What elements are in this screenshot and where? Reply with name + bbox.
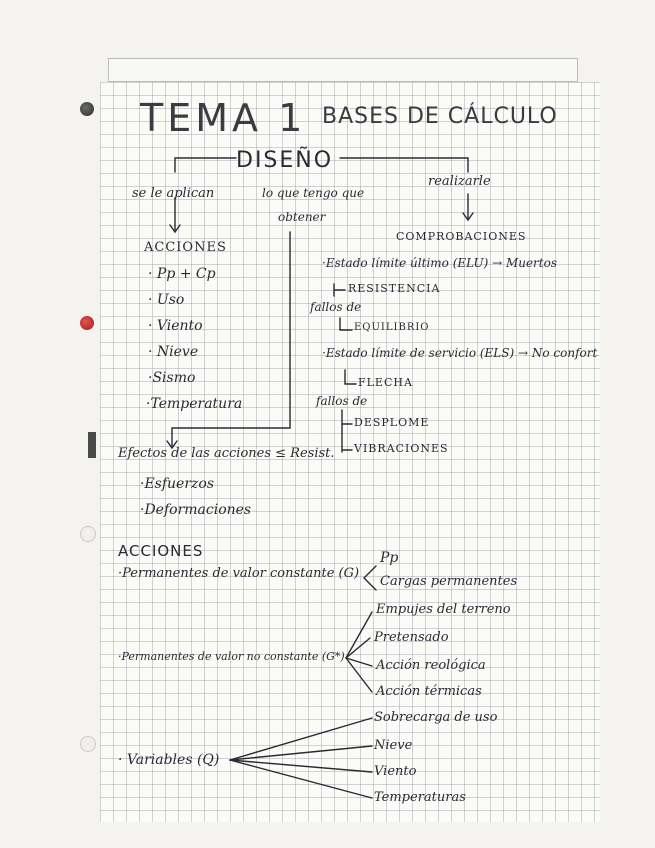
comprobaciones-heading: COMPROBACIONES bbox=[396, 230, 527, 243]
center-branch-label: lo que tengo que bbox=[262, 186, 365, 200]
accion-item: · Nieve bbox=[148, 344, 199, 360]
var-item: Sobrecarga de uso bbox=[374, 710, 498, 725]
accion-item: ·Temperatura bbox=[146, 396, 243, 412]
accion-item: · Uso bbox=[148, 292, 185, 308]
efectos-heading: Efectos de las acciones ≤ Resist. bbox=[118, 446, 335, 461]
center-branch-label-2: obtener bbox=[278, 210, 326, 224]
var-item: Viento bbox=[374, 764, 417, 779]
permanentes-no-constante: ·Permanentes de valor no constante (G*) bbox=[118, 650, 345, 663]
flecha-label: FLECHA bbox=[358, 376, 413, 389]
var-item: Nieve bbox=[374, 738, 413, 753]
accion-item: · Pp + Cp bbox=[148, 266, 216, 282]
elu-line: ·Estado límite último (ELU) → Muertos bbox=[322, 256, 557, 270]
efecto-item: ·Deformaciones bbox=[140, 502, 252, 518]
right-branch-label: realizarle bbox=[428, 174, 491, 189]
accion-item: · Viento bbox=[148, 318, 203, 334]
title-bases: BASES DE CÁLCULO bbox=[322, 104, 558, 129]
desplome-label: DESPLOME bbox=[354, 416, 430, 429]
pnc-item: Acción térmicas bbox=[376, 684, 482, 699]
vibraciones-label: VIBRACIONES bbox=[354, 442, 449, 455]
equilibrio-label: EQUILIBRIO bbox=[354, 322, 430, 333]
accion-item: ·Sismo bbox=[148, 370, 196, 386]
efecto-item: ·Esfuerzos bbox=[140, 476, 215, 492]
var-item: Temperaturas bbox=[374, 790, 466, 805]
variables-label: · Variables (Q) bbox=[118, 752, 220, 768]
title-tema: TEMA 1 bbox=[140, 96, 307, 140]
pnc-item: Acción reológica bbox=[376, 658, 486, 673]
acciones-section-heading: ACCIONES bbox=[118, 542, 204, 560]
acciones-heading: ACCIONES bbox=[144, 240, 227, 255]
els-line: ·Estado límite de servicio (ELS) → No confort bbox=[322, 346, 598, 360]
diseno-label: DISEÑO bbox=[236, 148, 334, 173]
permanentes-constante: ·Permanentes de valor constante (G) bbox=[118, 566, 360, 581]
pnc-item: Empujes del terreno bbox=[376, 602, 511, 617]
resistencia-label: RESISTENCIA bbox=[348, 282, 441, 295]
pc-item: Pp bbox=[380, 550, 399, 566]
left-branch-label: se le aplican bbox=[132, 186, 215, 201]
fallos-de-label: fallos de bbox=[310, 300, 362, 314]
pnc-item: Pretensado bbox=[374, 630, 449, 645]
fallos-de-label-2: fallos de bbox=[316, 394, 368, 408]
pc-item: Cargas permanentes bbox=[380, 574, 518, 589]
